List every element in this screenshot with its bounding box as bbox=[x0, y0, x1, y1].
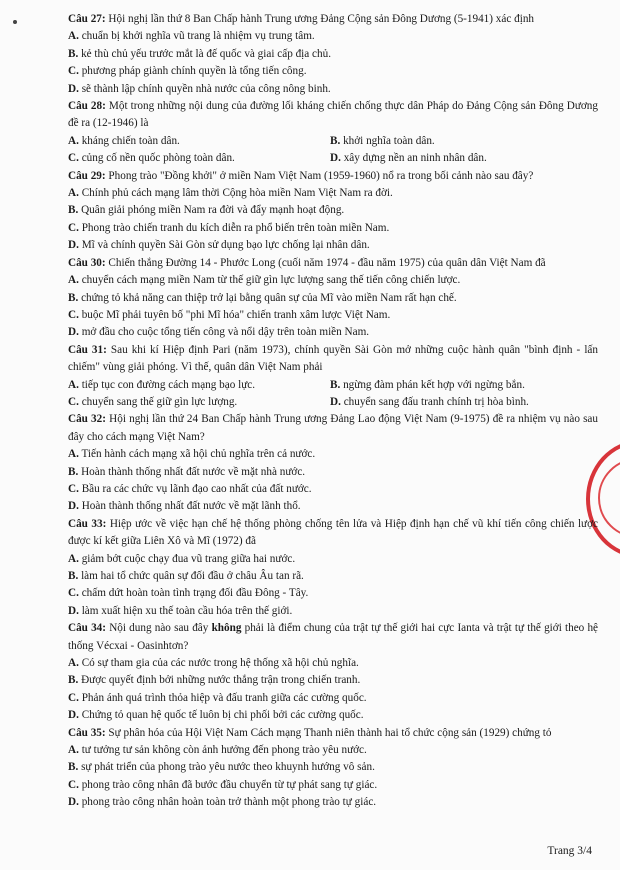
scan-dot bbox=[13, 20, 17, 24]
question-stem: Câu 33: Hiệp ước về việc hạn chế hệ thống phòng chống tên lửa và Hiệp định hạn chế vũ khí tiến công chiến lược được kí kết giữa Liên Xô và Mĩ (1972) đã bbox=[68, 517, 598, 548]
option-d: D. mở đầu cho cuộc tổng tiến công và nổi dậy trên toàn miền Nam. bbox=[68, 326, 370, 339]
option-b: B. sự phát triển của phong trào yêu nước theo khuynh hướng vô sản. bbox=[68, 761, 375, 774]
option-a: A. kháng chiến toàn dân. bbox=[68, 134, 180, 147]
question-27 bbox=[68, 11, 598, 98]
option-a: A. tiếp tục con đường cách mạng bạo lực. bbox=[68, 378, 256, 391]
option-b: B. Được quyết định bởi những nước thắng trận trong chiến tranh. bbox=[68, 674, 361, 687]
option-d: D. Hoàn thành thống nhất đất nước về mặt lãnh thổ. bbox=[68, 500, 301, 513]
question-stem: Câu 31: Sau khi kí Hiệp định Pari (năm 1973), chính quyền Sài Gòn mở những cuộc hành quân "bình định - lấn chiếm" vùng giải phóng. Vì thế, quân dân Việt Nam phải bbox=[68, 343, 598, 374]
question-33 bbox=[68, 516, 598, 620]
option-b: B. Hoàn thành thống nhất đất nước về mặt nhà nước. bbox=[68, 465, 306, 478]
question-stem: Câu 34: Nội dung nào sau đây không phải là điểm chung của trật tự thế giới hai cực Ianta và trật tự thế giới theo hệ thống Vécxai - Oasinhtơn? bbox=[68, 622, 599, 652]
question-32 bbox=[68, 411, 598, 515]
question-stem: Câu 35: Sự phân hóa của Hội Việt Nam Cách mạng Thanh niên thành hai tổ chức cộng sản (1929) chứng tỏ bbox=[68, 726, 552, 739]
question-29 bbox=[68, 168, 598, 255]
option-a: A. Tiến hành cách mạng xã hội chủ nghĩa trên cả nước. bbox=[68, 448, 316, 461]
option-b: B. Quân giải phóng miền Nam ra đời và đẩy mạnh hoạt động. bbox=[68, 204, 345, 217]
question-35 bbox=[68, 725, 598, 812]
question-30 bbox=[68, 255, 598, 342]
option-a: A. chuyển cách mạng miền Nam từ thế giữ gìn lực lượng sang thế tiến công chiến lược. bbox=[68, 274, 461, 287]
question-stem: Câu 29: Phong trào "Đồng khởi" ở miền Nam Việt Nam (1959-1960) nổ ra trong bối cảnh nào sau đây? bbox=[68, 169, 534, 182]
question-stem: Câu 27: Hội nghị lần thứ 8 Ban Chấp hành Trung ương Đảng Cộng sản Đông Dương (5-1941) xác định bbox=[68, 13, 535, 25]
question-stem: Câu 30: Chiến thắng Đường 14 - Phước Long (cuối năm 1974 - đầu năm 1975) của quân dân Việt Nam đã bbox=[68, 256, 546, 269]
option-c: C. phương pháp giành chính quyền là tổng tiến công. bbox=[68, 65, 307, 78]
option-c: C. chấm dứt hoàn toàn tình trạng đối đầu Đông - Tây. bbox=[68, 587, 309, 600]
option-c: C. Bầu ra các chức vụ lãnh đạo cao nhất của đất nước. bbox=[68, 482, 312, 495]
option-a: A. tư tưởng tư sản không còn ảnh hưởng đến phong trào yêu nước. bbox=[68, 744, 367, 757]
option-d: D. làm xuất hiện xu thế toàn cầu hóa trên thế giới. bbox=[68, 604, 293, 617]
option-b: B. kẻ thù chủ yếu trước mắt là đế quốc và giai cấp địa chủ. bbox=[68, 47, 331, 60]
option-c: C. chuyển sang thế giữ gìn lực lượng. bbox=[68, 395, 238, 408]
option-d: D. Chứng tỏ quan hệ quốc tế luôn bị chi phối bởi các cường quốc. bbox=[68, 709, 364, 722]
question-stem: Câu 32: Hội nghị lần thứ 24 Ban Chấp hành Trung ương Đảng Lao động Việt Nam (9-1975) đề ra nhiệm vụ nào sau đây cho cách mạng Việt Nam? bbox=[68, 413, 598, 443]
option-c: C. buộc Mĩ phải tuyên bố "phi Mĩ hóa" chiến tranh xâm lược Việt Nam. bbox=[68, 308, 391, 321]
option-d: D. sẽ thành lập chính quyền nhà nước của công nông binh. bbox=[68, 82, 331, 95]
page-number: Trang 3/4 bbox=[547, 845, 592, 857]
question-31 bbox=[68, 342, 598, 412]
option-d: D. chuyển sang đấu tranh chính trị hòa bình. bbox=[330, 395, 529, 408]
option-a: A. giảm bớt cuộc chạy đua vũ trang giữa hai nước. bbox=[68, 552, 296, 565]
question-28 bbox=[68, 98, 598, 168]
option-b: B. làm hai tổ chức quân sự đối đầu ở châu Âu tan rã. bbox=[68, 570, 304, 582]
option-d: D. Mĩ và chính quyền Sài Gòn sử dụng bạo lực chống lại nhân dân. bbox=[68, 239, 370, 252]
question-stem: Câu 28: Một trong những nội dung của đường lối kháng chiến chống thực dân Pháp do Đảng Cộng sản Đông Dương đề ra (12-1946) là bbox=[68, 100, 598, 130]
question-list bbox=[68, 11, 598, 812]
option-a: A. Có sự tham gia của các nước trong hệ thống xã hội chủ nghĩa. bbox=[68, 657, 359, 670]
option-c: C. Phản ánh quá trình thỏa hiệp và đấu tranh giữa các cường quốc. bbox=[68, 691, 367, 704]
option-a: A. Chính phủ cách mạng lâm thời Cộng hòa miền Nam Việt Nam ra đời. bbox=[68, 187, 393, 200]
question-34 bbox=[68, 620, 598, 724]
option-c: C. củng cố nền quốc phòng toàn dân. bbox=[68, 152, 235, 165]
option-c: C. Phong trào chiến tranh du kích diễn ra phổ biến trên toàn miền Nam. bbox=[68, 221, 390, 234]
option-d: D. xây dựng nền an ninh nhân dân. bbox=[330, 152, 487, 165]
option-b: B. chứng tỏ khả năng can thiệp trở lại bằng quân sự của Mĩ vào miền Nam rất hạn chế. bbox=[68, 291, 457, 304]
option-b: B. khởi nghĩa toàn dân. bbox=[330, 134, 435, 147]
option-b: B. ngừng đàm phán kết hợp với ngừng bắn. bbox=[330, 378, 525, 391]
option-c: C. phong trào công nhân đã bước đầu chuyển từ tự phát sang tự giác. bbox=[68, 778, 378, 791]
option-a: A. chuẩn bị khởi nghĩa vũ trang là nhiệm vụ trung tâm. bbox=[68, 30, 315, 43]
option-d: D. phong trào công nhân hoàn toàn trở thành một phong trào tự giác. bbox=[68, 796, 377, 809]
